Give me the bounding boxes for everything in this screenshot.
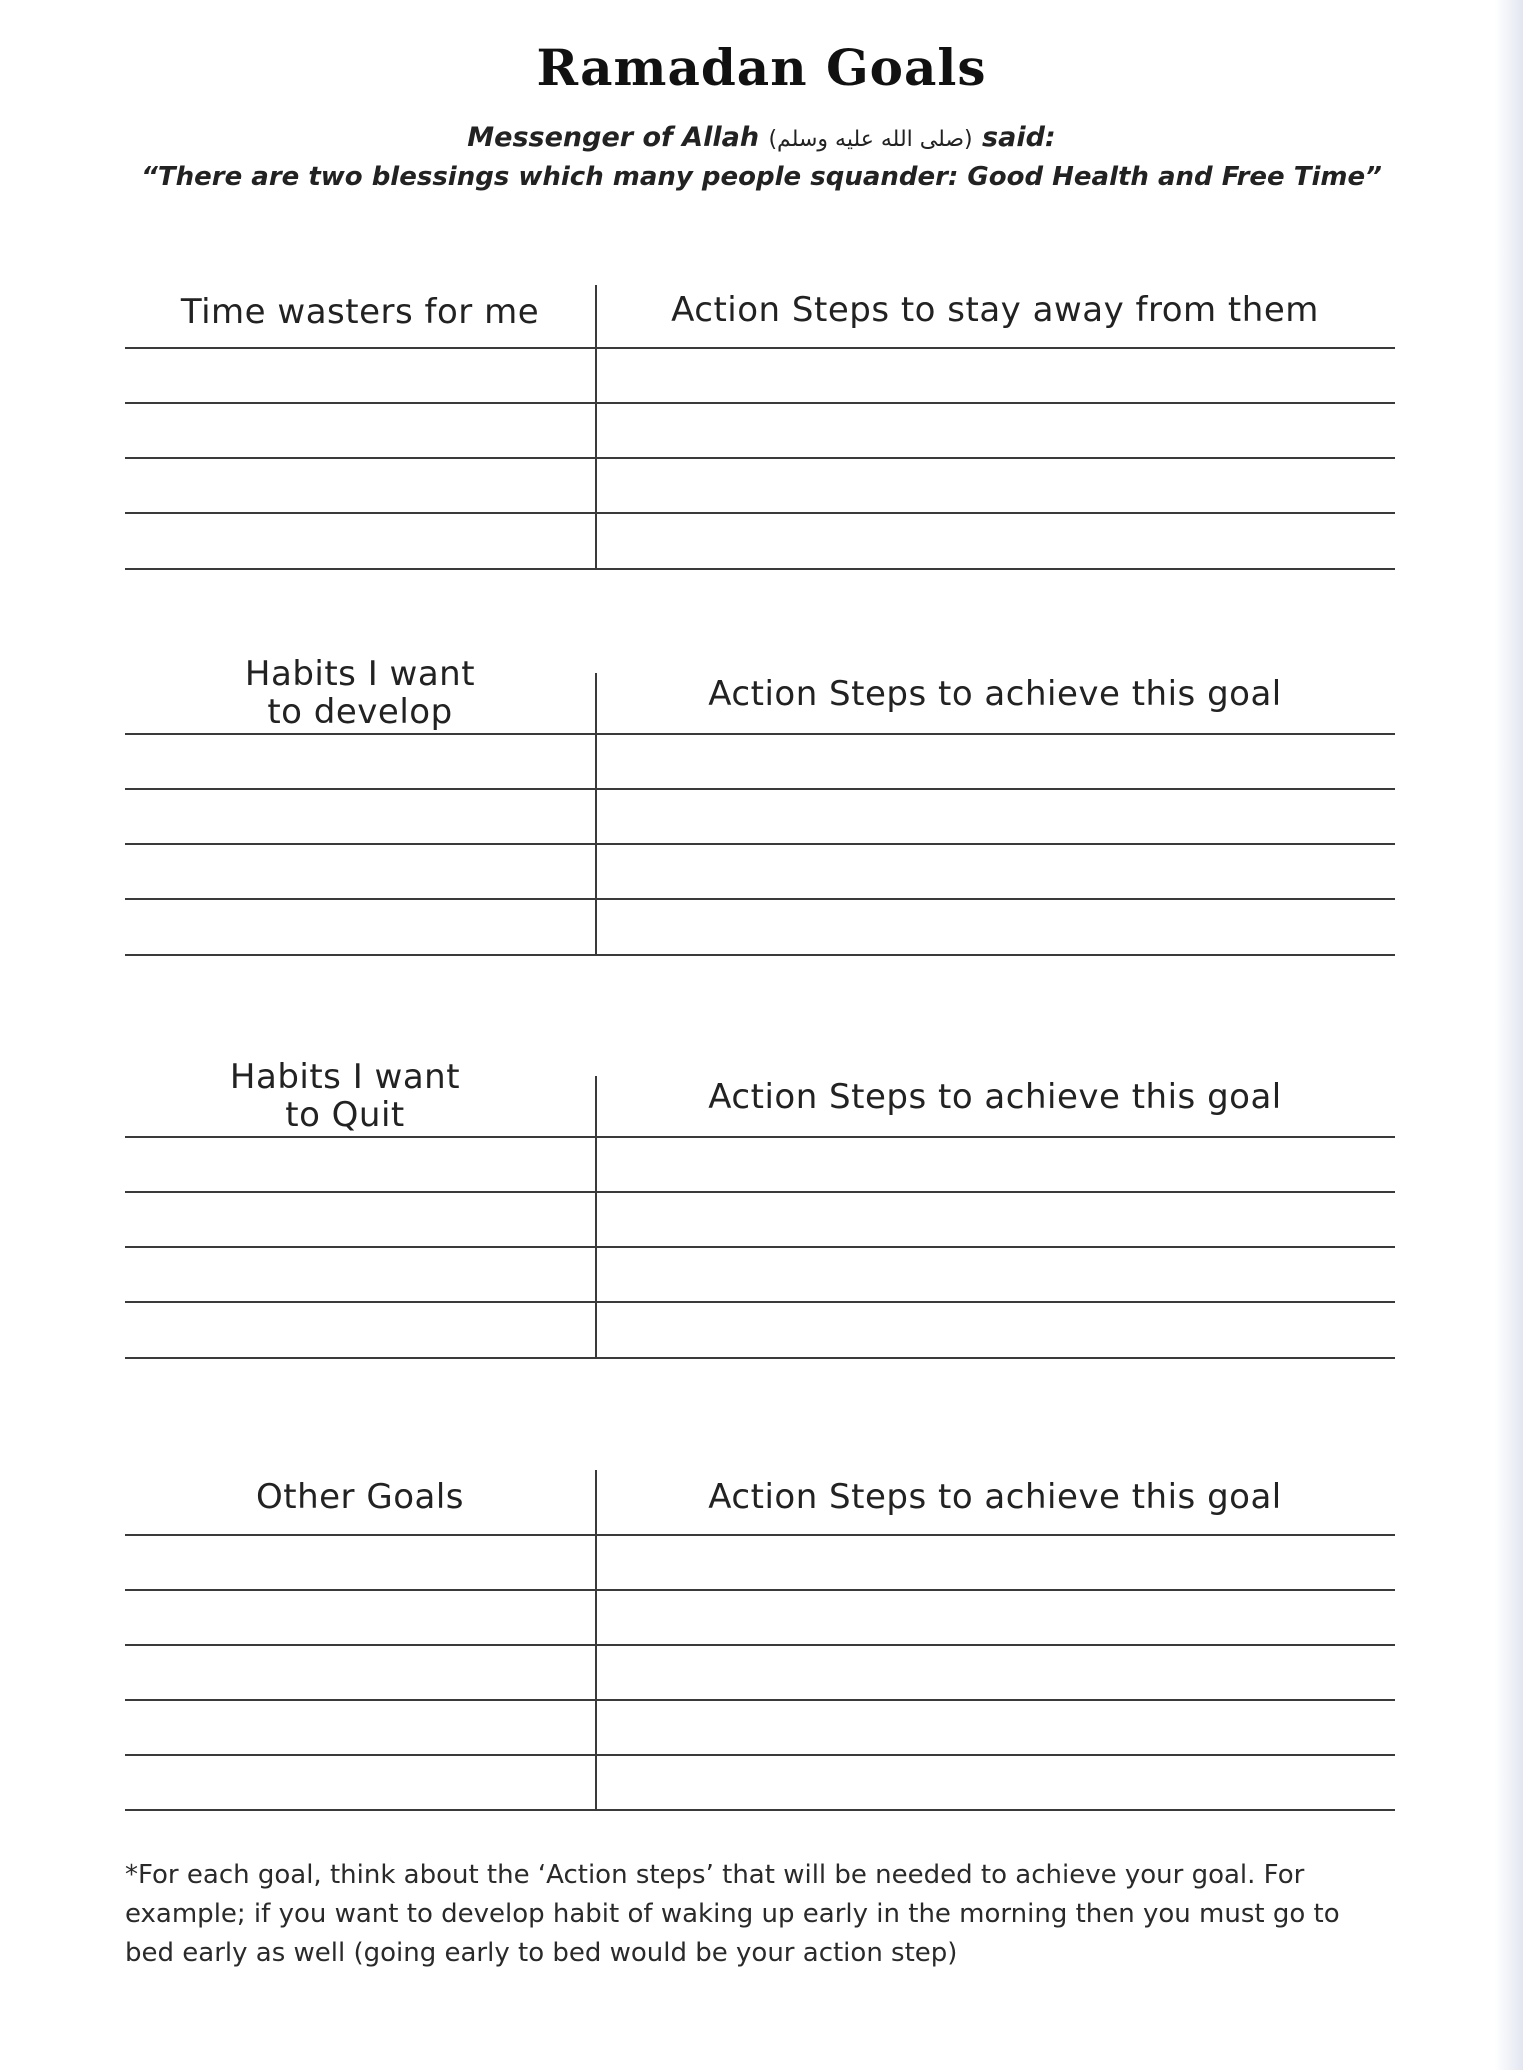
action-step-cell-1[interactable] (597, 349, 1395, 403)
action-step-cell-3[interactable] (597, 459, 1395, 513)
habit-quit-cell-4[interactable] (125, 1303, 595, 1357)
table-right-header: Action Steps to achieve this goal (708, 674, 1282, 714)
table-right-header: Action Steps to achieve this goal (708, 1077, 1282, 1117)
habit-quit-cell-2[interactable] (125, 1193, 595, 1247)
table-right-header: Action Steps to achieve this goal (708, 1477, 1282, 1517)
time-waster-cell-2[interactable] (125, 404, 595, 458)
page-edge-shadow (1495, 0, 1523, 2070)
header-line: to develop (267, 692, 453, 732)
other-goal-cell-3[interactable] (125, 1646, 595, 1700)
action-step-cell-3[interactable] (597, 1646, 1395, 1700)
action-step-cell-4[interactable] (597, 900, 1395, 954)
header-line: Habits I want (229, 1057, 461, 1097)
action-step-cell-4[interactable] (597, 514, 1395, 568)
time-waster-cell-4[interactable] (125, 514, 595, 568)
attribution-suffix: said: (982, 122, 1056, 153)
table-left-header (125, 1478, 595, 1516)
habit-develop-cell-3[interactable] (125, 845, 595, 899)
row-line (125, 1357, 1395, 1359)
header-line: to Quit (285, 1095, 405, 1135)
action-step-cell-2[interactable] (597, 1193, 1395, 1247)
action-step-cell-2[interactable] (597, 790, 1395, 844)
header-line: Habits I want (244, 654, 476, 694)
habit-develop-cell-1[interactable] (125, 735, 595, 789)
table-right-header: Action Steps to stay away from them (671, 290, 1319, 330)
other-goal-cell-4[interactable] (125, 1701, 595, 1755)
table-left-header (125, 293, 595, 331)
time-waster-cell-3[interactable] (125, 459, 595, 513)
habit-develop-cell-4[interactable] (125, 900, 595, 954)
attribution-prefix: Messenger of Allah (467, 122, 760, 153)
other-goal-cell-5[interactable] (125, 1756, 595, 1810)
page-title: Ramadan Goals (536, 38, 987, 97)
header-line: Time wasters for me (180, 292, 540, 332)
habit-quit-cell-1[interactable] (125, 1138, 595, 1192)
action-step-cell-4[interactable] (597, 1303, 1395, 1357)
time-waster-cell-1[interactable] (125, 349, 595, 403)
hadith-quote: “There are two blessings which many people squander: Good Health and Free Time” (141, 162, 1382, 192)
row-line (125, 568, 1395, 570)
other-goal-cell-2[interactable] (125, 1591, 595, 1645)
table-left-header (125, 1058, 565, 1134)
action-step-cell-1[interactable] (597, 1536, 1395, 1590)
habit-develop-cell-2[interactable] (125, 790, 595, 844)
other-goal-cell-1[interactable] (125, 1536, 595, 1590)
action-step-cell-3[interactable] (597, 1248, 1395, 1302)
hadith-attribution (0, 122, 1523, 153)
honorific-text: (صلى الله عليه وسلم) (768, 127, 973, 152)
header-line: Other Goals (256, 1477, 464, 1517)
table-left-header (125, 655, 595, 731)
action-step-cell-1[interactable] (597, 735, 1395, 789)
action-step-cell-2[interactable] (597, 404, 1395, 458)
action-step-cell-1[interactable] (597, 1138, 1395, 1192)
action-step-cell-3[interactable] (597, 845, 1395, 899)
habit-quit-cell-3[interactable] (125, 1248, 595, 1302)
action-step-cell-4[interactable] (597, 1701, 1395, 1755)
action-step-cell-2[interactable] (597, 1591, 1395, 1645)
action-step-cell-5[interactable] (597, 1756, 1395, 1810)
footnote-text: *For each goal, think about the ‘Action steps’ that will be needed to achieve your goal. For example; if you want to develop habit of waking up early in the morning then you must go to bed early as well (going early to bed would be your action step) (125, 1860, 1340, 1968)
row-line (125, 954, 1395, 956)
